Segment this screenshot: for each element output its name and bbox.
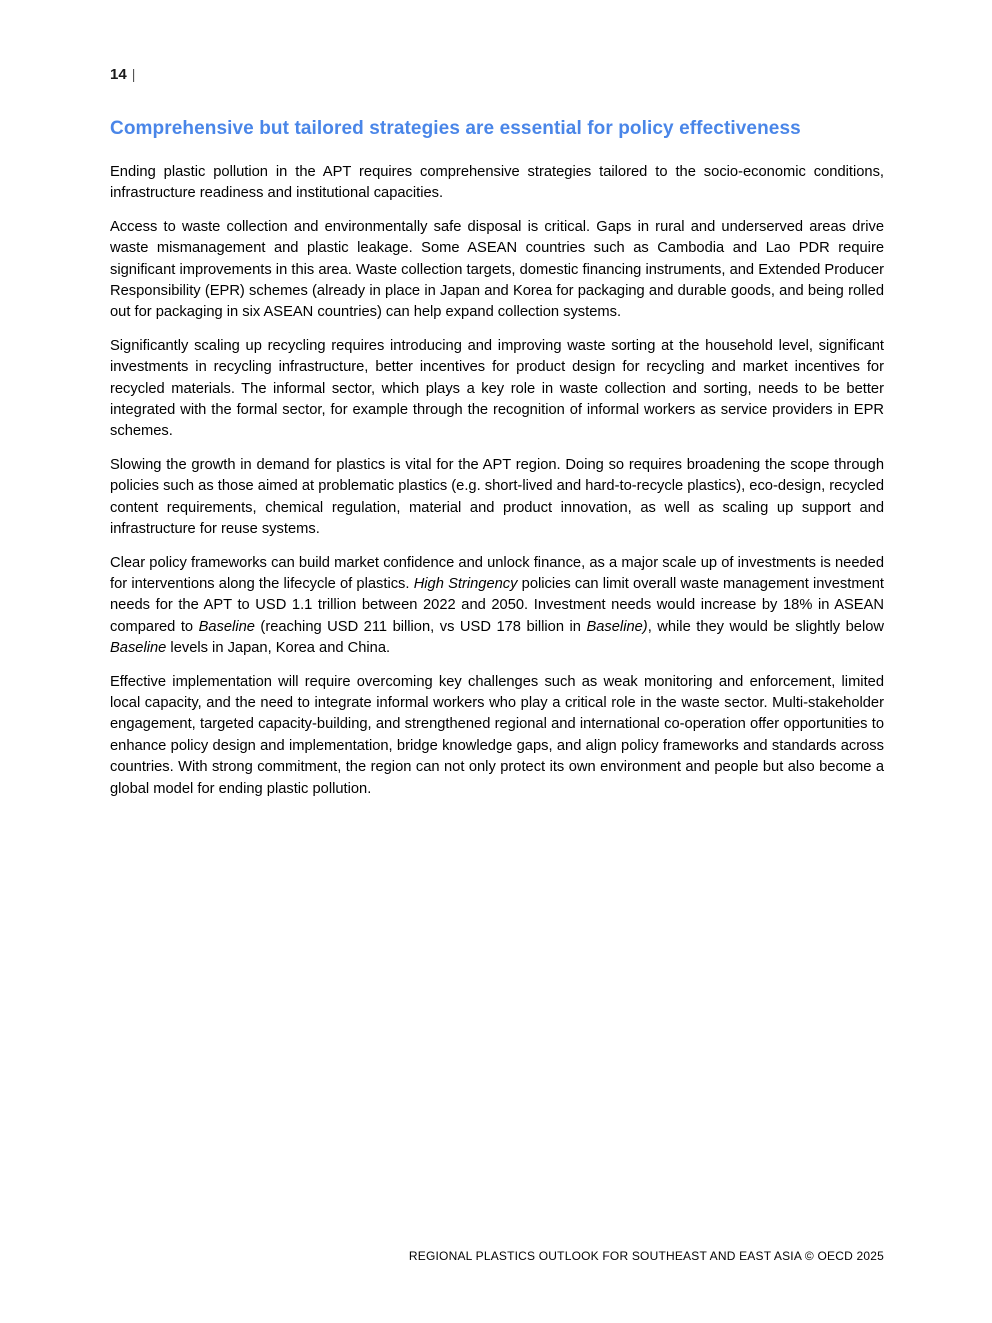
paragraph: [110, 553, 884, 660]
page-number-separator: |: [131, 66, 136, 82]
page-header: [110, 64, 884, 84]
paragraph: [110, 455, 884, 541]
text-segment: (reaching USD 211 billion, vs USD 178 billion in: [254, 618, 587, 635]
paragraph: [110, 672, 884, 800]
text-segment: policies can limit overall waste management investment needs for the APT to USD 1.1 trillion between 2022 and 2050. Investment needs would increase by 18% in ASEAN compared to: [110, 575, 884, 635]
text-segment: Effective implementation will require overcoming key challenges such as weak monitoring and enforcement, limited local capacity, and the need to integrate informal workers who play a critical role in the waste sector. Multi-stakeholder engagement, targeted capacity-building, and strengthened regional and international co-operation offer opportunities to enhance policy design and implementation, bridge knowledge gaps, and align policy frameworks and standards across countries. With strong commitment, the region can not only protect its own environment and people but also become a global model for ending plastic pollution.: [110, 673, 884, 797]
text-segment-italic: Baseline): [586, 618, 648, 635]
text-segment-italic: High Stringency: [413, 575, 518, 592]
page-number: 14: [110, 66, 127, 83]
text-segment: Ending plastic pollution in the APT requires comprehensive strategies tailored to the socio-economic conditions, infrastructure readiness and institutional capacities.: [110, 164, 884, 202]
text-segment: Access to waste collection and environmentally safe disposal is critical. Gaps in rural and underserved areas drive waste mismanagement and plastic leakage. Some ASEAN countries such as Cambodia and Lao PDR require significant improvements in this area. Waste collection targets, domestic financing instruments, and Extended Producer Responsibility (EPR) schemes (already in place in Japan and Korea for packaging and durable goods, and being rolled out for packaging in six ASEAN countries) can help expand collection systems.: [110, 218, 884, 321]
text-segment: , while they would be slightly below: [647, 618, 885, 635]
text-segment: Clear policy frameworks can build market confidence and unlock finance, as a major scale up of investments is needed for interventions along the lifecycle of plastics.: [110, 554, 884, 592]
text-segment: Slowing the growth in demand for plastics is vital for the APT region. Doing so requires broadening the scope through policies such as those aimed at problematic plastics (e.g. short-lived and hard-to-recycle plastics), eco-design, recycled content requirements, chemical regulation, material and product innovation, as well as scaling up support and infrastructure for reuse systems.: [110, 456, 884, 538]
paragraph: [110, 336, 884, 443]
section-heading: Comprehensive but tailored strategies are essential for policy effectiveness: [110, 118, 801, 139]
paragraph: [110, 217, 884, 324]
text-segment-italic: Baseline: [110, 640, 167, 657]
text-segment: Significantly scaling up recycling requires introducing and improving waste sorting at the household level, significant investments in recycling infrastructure, better incentives for product design for recycling and market incentives for recycled materials. The informal sector, which plays a key role in waste collection and sorting, needs to be better integrated with the formal sector, for example through the recognition of informal workers as service providers in EPR schemes.: [110, 337, 884, 440]
body-paragraphs: [110, 162, 884, 800]
text-segment-italic: Baseline: [198, 618, 255, 635]
text-segment: levels in Japan, Korea and China.: [166, 640, 391, 657]
paragraph: [110, 162, 884, 205]
page-footer: REGIONAL PLASTICS OUTLOOK FOR SOUTHEAST AND EAST ASIA © OECD 2025: [408, 1249, 884, 1263]
